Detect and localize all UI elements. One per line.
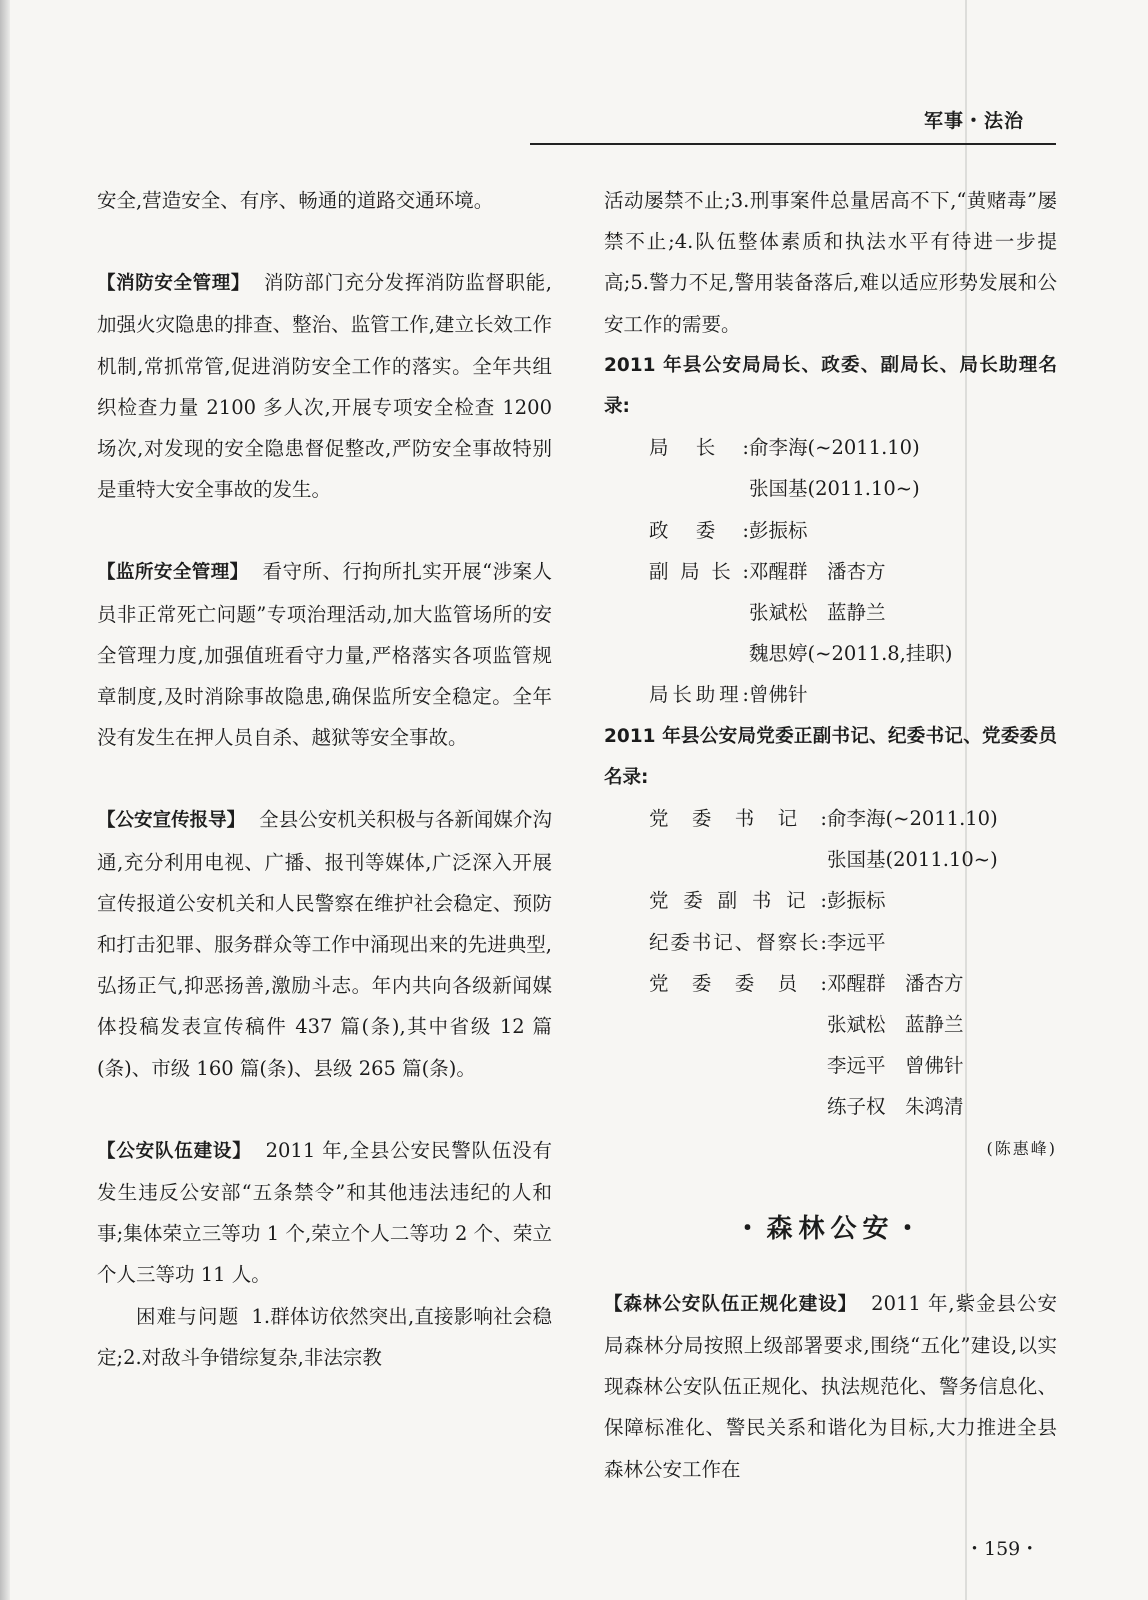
chief-label: 局长: (649, 436, 749, 460)
right-column (604, 180, 1057, 1490)
commissar-label: 政委: (649, 518, 749, 542)
assistant-name: 曾佛针 (749, 683, 808, 707)
problems-body: 1.群体访依然突出,直接影响社会稳定;2.对敌斗争错综复杂,非法宗教 (97, 1304, 552, 1369)
deputy-secretary-label: 党委副书记: (649, 889, 827, 913)
header-rule (530, 143, 1056, 145)
publicity-body: 全县公安机关积极与各新闻媒介沟通,充分利用电视、广播、报刊等媒体,广泛深入开展宣传报道公安机关和人民警察在维护社会稳定、预防和打击犯罪、服务群众等工作中涌现出来的先进典型,弘扬正气,抑恶扬善,激励斗志。年内共向各级新闻媒体投稿发表宣传稿件 437 篇(条),其中省级 12 篇(条)、市级 160 篇(条)、县级 265 篇(条)。 (97, 808, 552, 1080)
scan-edge (0, 0, 10, 1600)
members-names-2: 张斌松 蓝静兰 (827, 1013, 964, 1037)
chief-name: 俞李海(~2011.10) (749, 436, 920, 460)
running-header: 军事・法治 (923, 110, 1024, 132)
deputy-names-2: 张斌松 蓝静兰 (749, 601, 886, 625)
gap (97, 1089, 552, 1130)
detention-section (97, 551, 552, 758)
secretary-label: 党委书记: (649, 807, 827, 831)
publicity-section (97, 799, 552, 1088)
members-names-4: 练子权 朱鸿清 (827, 1095, 964, 1119)
problems-paragraph (97, 1296, 552, 1378)
party-row (604, 880, 1057, 921)
problems-continued: 活动屡禁不止;3.刑事案件总量居高不下,“黄赌毒”屡禁不止;4.队伍整体素质和执法水平有待进一步提高;5.警力不足,警用装备落后,难以适应形势发展和公安工作的需要。 (604, 189, 1057, 336)
team-body: 2011 年,全县公安民警队伍没有发生违反公安部“五条禁令”和其他违法违纪的人和事;集体荣立三等功 1 个,荣立个人二等功 2 个、荣立个人三等功 11 人。 (97, 1138, 552, 1287)
gap (97, 510, 552, 551)
forest-title: 【森林公安队伍正规化建设】 (604, 1293, 858, 1315)
gap (97, 221, 552, 262)
fire-body: 消防部门充分发挥消防监督职能,加强火灾隐患的排查、整治、监管工作,建立长效工作机制,常抓常管,促进消防安全工作的落实。全年共组织检查力量 2100 多人次,开展专项安全检查 1200 场次,对发现的安全隐患督促整改,严防安全事故特别是重特大安全事故的发生。 (97, 271, 552, 502)
deputy-names: 邓醒群 潘杏方 (749, 559, 886, 583)
fire-section (97, 262, 552, 510)
secretary-name-2: 张国基(2011.10~) (827, 848, 998, 872)
intro-text: 安全,营造安全、有序、畅通的道路交通环境。 (97, 189, 494, 212)
commissar-name: 彭振标 (749, 518, 808, 542)
problems-keyword: 困难与问题 (136, 1304, 240, 1328)
forest-section-title: ・森林公安・ (734, 1213, 927, 1244)
deputy-names-3: 魏思婷(~2011.8,挂职) (749, 642, 953, 666)
party-row (604, 922, 1057, 963)
forest-section (604, 1283, 1057, 1490)
author-credit: (陈惠峰) (986, 1138, 1057, 1158)
team-section (97, 1130, 552, 1296)
secretary-name: 俞李海(~2011.10) (827, 807, 998, 831)
detention-body: 看守所、行拘所扎实开展“涉案人员非正常死亡问题”专项治理活动,加大监管场所的安全管理力度,加强值班看守力量,严格落实各项监管规章制度,及时消除事故隐患,确保监所安全稳定。全年没有发生在押人员自杀、越狱等安全事故。 (97, 560, 552, 750)
party-row (604, 963, 1057, 1004)
page-number: ・159・ (965, 1538, 1040, 1560)
members-names: 邓醒群 潘杏方 (827, 971, 964, 995)
members-label: 党委委员: (649, 971, 827, 995)
assistant-label: 局长助理: (649, 683, 749, 707)
discipline-name: 李远平 (827, 930, 886, 954)
members-names-3: 李远平 曾佛针 (827, 1054, 964, 1078)
party-row (604, 798, 1057, 839)
detention-title: 【监所安全管理】 (97, 562, 249, 584)
leader-row (604, 510, 1057, 551)
deputy-secretary-name: 彭振标 (827, 889, 886, 913)
gap (97, 758, 552, 799)
deputy-label: 副局长: (649, 559, 749, 583)
leader-row (604, 551, 1057, 592)
discipline-label: 纪委书记、督察长: (649, 930, 827, 954)
publicity-title: 【公安宣传报导】 (97, 810, 246, 832)
leader-row (604, 674, 1057, 715)
leader-row (604, 427, 1057, 468)
party-heading: 2011 年县公安局党委正副书记、纪委书记、党委委员名录: (604, 725, 1057, 788)
fire-title: 【消防安全管理】 (97, 273, 251, 295)
chief-name-2: 张国基(2011.10~) (749, 477, 920, 501)
team-title: 【公安队伍建设】 (97, 1140, 252, 1162)
leaders-heading: 2011 年县公安局局长、政委、副局长、局长助理名录: (604, 354, 1057, 418)
left-column (97, 180, 552, 1378)
forest-body: 2011 年,紫金县公安局森林分局按照上级部署要求,围绕“五化”建设,以实现森林公安队伍正规化、执法规范化、警务信息化、保障标准化、警民关系和谐化为目标,大力推进全县森林公安工作在 (604, 1291, 1057, 1481)
